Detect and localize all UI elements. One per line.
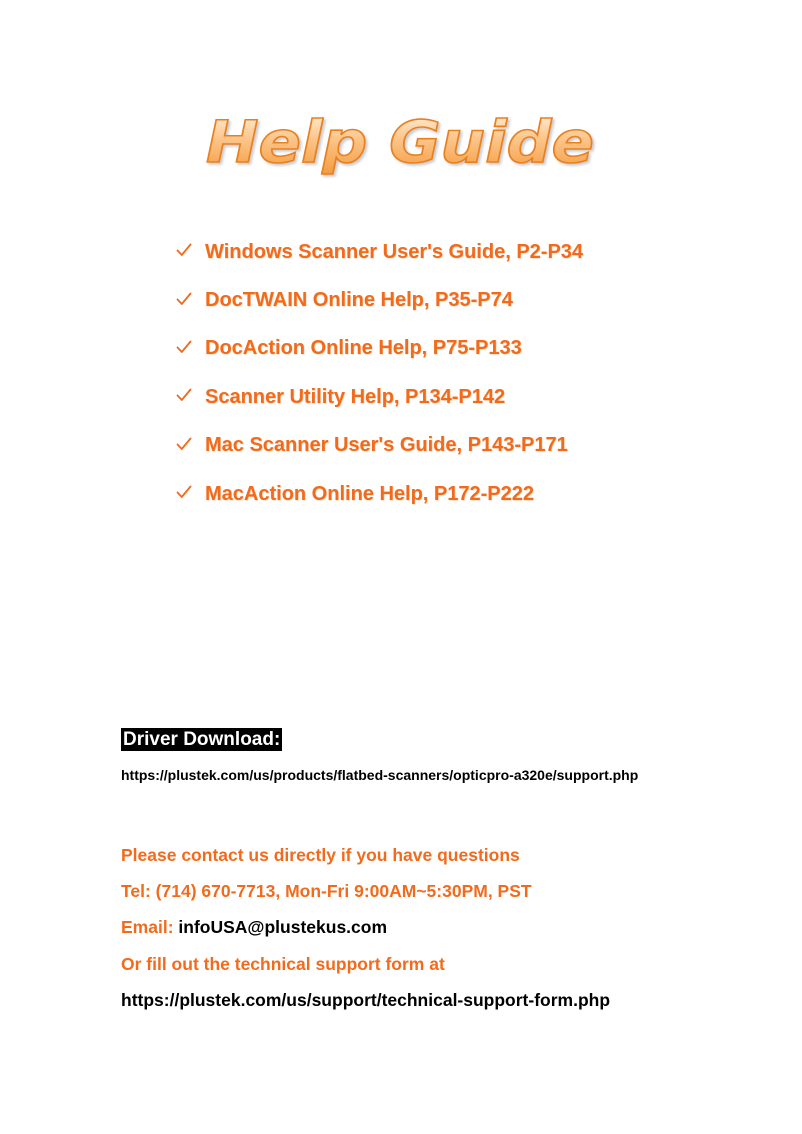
contact-email-line <box>121 917 387 938</box>
email-link[interactable]: infoUSA@plustekus.com <box>178 917 388 937</box>
guide-label: Windows Scanner User's Guide, P2-P34 <box>205 240 584 263</box>
check-icon <box>176 242 192 258</box>
email-label: Email: <box>121 917 174 937</box>
check-icon <box>176 291 192 307</box>
check-icon <box>176 387 192 403</box>
guide-label: DocAction Online Help, P75-P133 <box>205 337 522 360</box>
contact-intro: Please contact us directly if you have questions <box>121 845 520 865</box>
support-form-link[interactable]: https://plustek.com/us/support/technical-support-form.php <box>121 990 611 1010</box>
guide-item-macaction <box>176 470 583 518</box>
contact-form-text: Or fill out the technical support form at <box>121 954 445 974</box>
guide-list <box>176 228 583 518</box>
guide-item-doctwain <box>176 276 583 324</box>
guide-item-scanner-utility <box>176 373 583 421</box>
guide-label: DocTWAIN Online Help, P35-P74 <box>205 289 513 312</box>
guide-label: Mac Scanner User's Guide, P143-P171 <box>205 434 568 457</box>
guide-item-mac-scanner <box>176 422 583 470</box>
driver-download-link[interactable]: https://plustek.com/us/products/flatbed-scanners/opticpro-a320e/support.php <box>121 767 639 783</box>
check-icon <box>176 436 192 452</box>
check-icon <box>176 484 192 500</box>
guide-item-windows-scanner <box>176 228 583 276</box>
title-text: Help Guide <box>206 108 594 176</box>
driver-download-heading: Driver Download: <box>123 729 281 750</box>
check-icon <box>176 339 192 355</box>
contact-tel: Tel: (714) 670-7713, Mon-Fri 9:00AM~5:30PM, PST <box>121 881 532 901</box>
guide-label: Scanner Utility Help, P134-P142 <box>205 385 506 408</box>
guide-item-docaction <box>176 325 583 373</box>
help-guide-title <box>198 100 608 185</box>
guide-label: MacAction Online Help, P172-P222 <box>205 482 534 505</box>
